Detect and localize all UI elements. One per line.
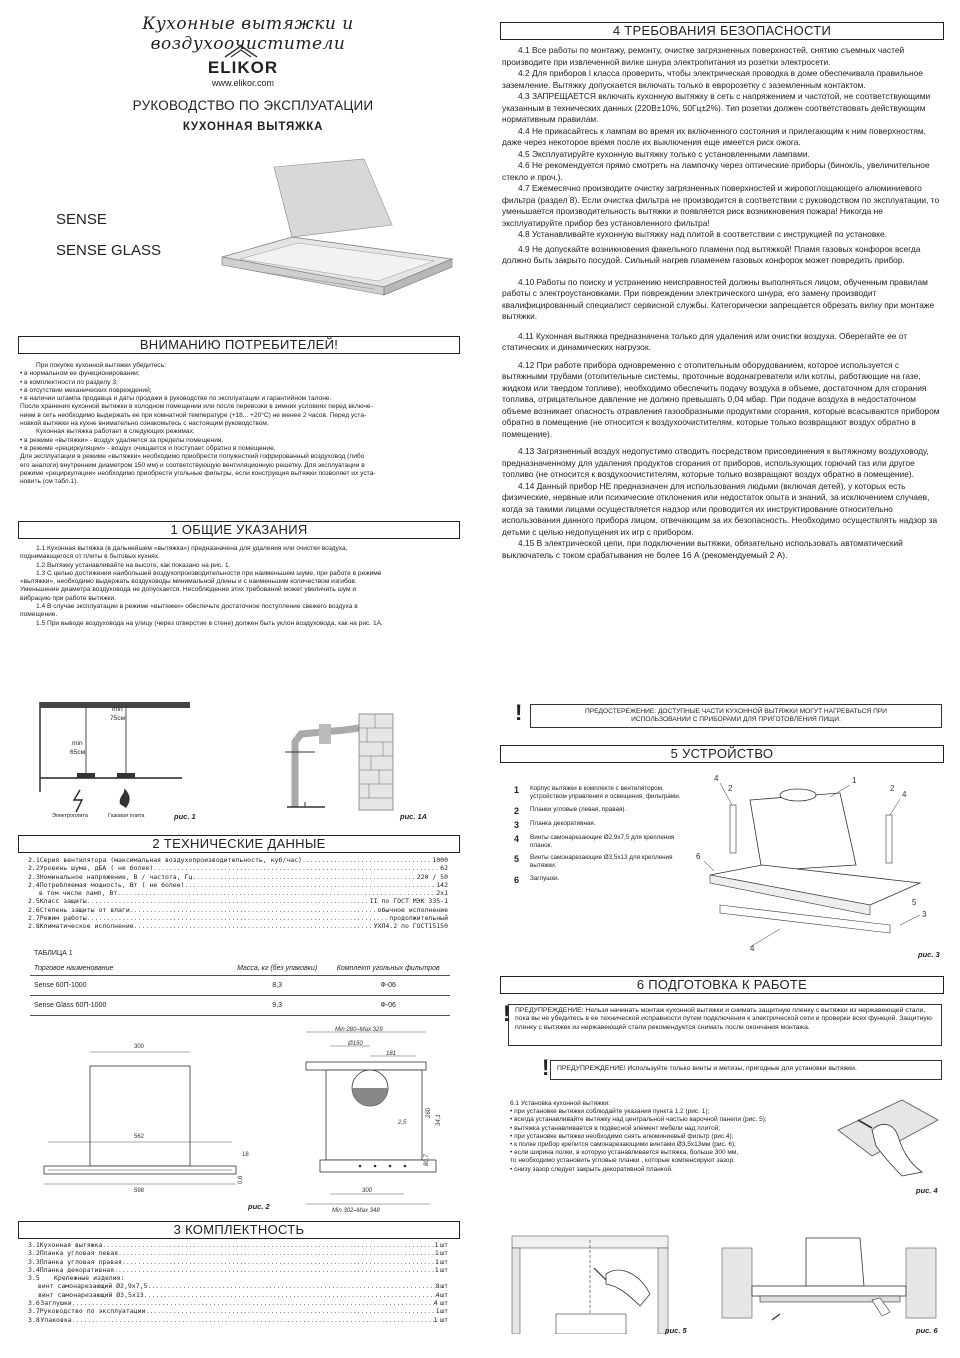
warning-icon: ! — [515, 700, 523, 725]
fig1-min75-value: 75см — [110, 715, 126, 722]
legend-item: 4 Винты самонарезающие Ø2,9х7,5 для крепления планок. — [514, 833, 675, 849]
prep-header: 6 ПОДГОТОВКА К РАБОТЕ — [500, 976, 944, 994]
legend-item: 3 Планка декоративная. — [514, 819, 596, 830]
fig2-dim-25: 2,5 — [398, 1120, 407, 1126]
svg-text:3: 3 — [922, 910, 927, 919]
fig1-caption: рис. 1 — [174, 812, 196, 821]
spec-row: 2.1 Серия вентилятора (максимальная воздухопроизводительность, куб/час) ..... 1000 — [28, 856, 448, 864]
fig2-min-bottom: Min 302–Max 348 — [332, 1208, 380, 1212]
table-1-title: ТАБЛИЦА 1 — [34, 950, 73, 957]
kit-row: 3.2 Планка угловая левая ..... 1 шт — [28, 1249, 448, 1257]
model-sense: SENSE — [56, 211, 107, 228]
fig1-gas-label: Газовая плита — [108, 813, 145, 819]
table-cell: Sense 60П-1000 — [30, 976, 228, 996]
tech-header: 2 ТЕХНИЧЕСКИЕ ДАННЫЕ — [18, 835, 460, 853]
fig1-min75: min — [112, 706, 123, 713]
fig2-dim-300b: 300 — [362, 1188, 373, 1194]
warning-line-1: ПРЕДОСТЕРЕЖЕНИЕ: ДОСТУПНЫЕ ЧАСТИ КУХОННОЙ ВЫТЯЖКИ МОГУТ НАГРЕВАТЬСЯ ПРИ — [585, 708, 887, 715]
table-cell: Ф-06 — [326, 996, 450, 1016]
figure-1 — [22, 700, 222, 822]
tech-spec-list — [28, 856, 448, 931]
kit-row: 3.6 Заглушки ..... 4 шт — [28, 1299, 448, 1307]
fig2-dim-260: 260 — [426, 1107, 432, 1118]
product-name: КУХОННАЯ ВЫТЯЖКА — [182, 121, 324, 133]
header — [18, 10, 458, 270]
install-steps: 6.1 Установка кухонной вытяжки: • при установке вытяжки соблюдайте указания пункта 1.2 (рис. 1); • всегда устанавливайте вытяжку над центральной частью варочной панели (рис. 5); • вытяжка устанавливается в подвесной элемент мебели над плитой; • при установке вытяжки необходимо снять алюминиевый фильтр (рис 4); • к полке прибор крепится самонарезающими винтами Ø3,5х13мм (рис. 6); • если ширина полки, в которую устанавливается вытяжка, больше 300 мм, то необходимо установить угловые планки , которые компенсируют зазор. • снизу зазор следует закрыть декоративной планкой. — [510, 1100, 767, 1173]
table-cell: 9,3 — [228, 996, 326, 1016]
warning-box-hot — [530, 704, 942, 728]
fig4-caption: рис. 4 — [916, 1186, 938, 1195]
warning-screws-text: ПРЕДУПРЕЖДЕНИЕ! Используйте только винты и метизы, пригодные для установки вытяжки. — [557, 1065, 857, 1072]
safety-text: 4.1 Все работы по монтажу, ремонту, очистке загрязненных поверхностей, снятию съемных частей производите при извлеченной вилке шнура электропитания из розетки электросети. 4.2 Для приборов I класса проверить, чтобы электрическая проводка в доме обеспечивала правильное заземление. Вытяжку допускается включать только в евророзетку с заземленным контактом. 4.3 ЗАПРЕЩАЕТСЯ включать кухонную вытяжку в сеть с напряжением и частотой, не соответствующими указанным в технических данных (220В±10%, 50Гц±2%). Тип розетки должен соответствовать действующим нормативным правилам. 4.4 Не прикасайтесь к лампам во время их включенного состояния и прилегающим к ним поверхностям, даже через некоторое время после их выключения еще имеется риск ожога. 4.5 Эксплуатируйте кухонную вытяжку только с установленными лампами. 4.6 Не рекомендуется прямо смотреть на лампочку через оптические приборы (бинокль, увеличительное стекло и проч.). 4.7 Ежемесячно производите очистку загрязненных поверхностей и жиропоглощающего алюминиевого фильтра (раздел 8). Если очистка фильтра не производится в соответствии с руководством по эксплуатации, то уменьшается производительность вытяжки и появляется риск возникновения пожара! Никогда не эксплуатируйте прибор без установленного фильтра! 4.8 Устанавливайте кухонную вытяжку над плитой в соответствии с инструкцией по установке. 4.9 Не допускайте возникновения факельного пламени под вытяжкой! Пламя газовых конфорок всегда должно быть закрыто посудой. Сильный нагрев пламенем газовых конфорок может повредить прибор. 4.10 Работы по поиску и устранению неисправностей должны выполняться лицом, обученным правилам работы с электроустановками. При повреждении электрического шнура, его замену производит квалифицированный специалист сервисной службы. Категорически запрещается обрезать вилку при монтаже вытяжки. 4.11 Кухонная вытяжка предназначена только для удаления или очистки воздуха. Оберегайте ее от статических и динамических нагрузок. 4.12 При работе прибора одновременно с отопительным оборудованием, которое используется с вытяжными трубами (отопительные системы, проточные водонагреватели или котлы, работающие на газе, жидком или твердом топливе), необходимо обеспечить подачу воздуха в объеме, достаточном для сгорания топлива, отрицательное давление не должно превышать 0,04 мбар. При подаче воздуха в недостаточном объеме возникает опасность отравления газообразными продуктами сгорания, которые всасываются прибором обратно в помещение (не относится к воздухоочистителям, которые только возвращают воздух обратно в помещение). 4.13 Загрязненный воздух недопустимо отводить посредством присоединения к вытяжному воздуховоду, предназначенному для удаления продуктов сгорания от приборов, использующих горючий газ или другое топливо (не относится к воздухоочистителям, которые только возвращают воздух обратно в помещение). 4.14 Данный прибор НЕ предназначен для использования людьми (включая детей), у которых есть физические, нервные или психические отклонения или недостаток опыта и знаний, за исключением случаев, когда за такими лицами осуществляется надзор или проводится их инструктирование относительно использования данного прибора лицом, отвечающим за их безопасность. Необходимо осуществлять надзор за детьми с целью недопущения их игр с прибором. 4.15 В электрической цепи, при подключении вытяжки, обязательно использовать автоматический выключатель с током срабатывания не более 16 А (рекомендуемый 2 А). — [502, 45, 940, 560]
svg-text:4: 4 — [750, 944, 755, 953]
kit-row: 3.1 Кухонная вытяжка ..... 1 шт — [28, 1241, 448, 1249]
legend-item: 6 Заглушки. — [514, 874, 560, 885]
general-text: 1.1 Кухонная вытяжка (в дальнейшем «вытяжка») предназначена для удаления или очистки воздуха, поднимающегося от плиты в бытовых кухнях. 1.2 Вытяжку устанавливайте на высоте, как показано на рис. 1. 1.3 С целью достижения наибольшей воздухопроизводительности при наименьшем шуме, при работе в режиме «вытяжки», необходимо выдержать воздуховоды минимальной длины и с наименьшим количеством изгибов. Уменьшение диаметра воздуховода не допускается. Несоблюдение этих требований может увеличить шум и вибрацию при работе вытяжки. 1.4 В случае эксплуатации в режиме «вытяжки» обеспечьте достаточное поступление свежего воздуха в помещение. 1.5 При выводе воздуховода на улицу (через отверстие в стене) должен быть уклон воздуховода, как на рис. 1А. — [20, 545, 383, 627]
fig2-dim-181: 181 — [386, 1051, 397, 1057]
kit-row: винт самонарезающий Ø3,5х13 ..... 4 шт — [28, 1291, 448, 1299]
hood-illustration — [214, 155, 458, 300]
fig1-min65-value: 65см — [70, 749, 86, 756]
table-cell: Sense Glass 60П-1000 — [30, 996, 228, 1016]
fig2-dim-06: 0,6 — [238, 1175, 244, 1184]
table-head-mass: Масса, кг (без упаковки) — [228, 962, 326, 976]
fig1-electric-label: Электроплита — [52, 813, 88, 819]
table-head-filters: Комплект угольных фильтров — [326, 962, 450, 976]
svg-text:2: 2 — [890, 784, 895, 793]
fig2-dim-562: 562 — [134, 1134, 145, 1140]
warning-box-film — [508, 1004, 942, 1046]
kit-header: 3 КОМПЛЕКТНОСТЬ — [18, 1221, 460, 1239]
figure-6 — [720, 1234, 942, 1326]
figure-3-exploded-view — [690, 765, 940, 955]
warning-box-screws — [550, 1060, 942, 1080]
spec-row: 2.8 Климатическое исполнение ..... УХЛ4.2 по ГОСТ15150 — [28, 922, 448, 930]
kit-row: 3.4 Планка декоративная ..... 1 шт — [28, 1266, 448, 1274]
script-title: Кухонные вытяжки и воздухоочистители — [142, 14, 354, 54]
fig3-caption: рис. 3 — [918, 950, 940, 959]
kit-row: 3.7 Руководство по эксплуатации ..... 1 шт — [28, 1307, 448, 1315]
svg-text:1: 1 — [852, 776, 857, 785]
spec-row: 2.4 Потребляемая мощность, Вт ( не более) ..... 142 — [28, 881, 448, 889]
spec-row: 2.2 Уровень шума, дБА ( не более) ..... 62 — [28, 864, 448, 872]
spec-row: 2.6 Степень защиты от влаги ..... обычное исполнение — [28, 906, 448, 914]
brand-logo: ELIKOR — [207, 58, 279, 77]
kit-row: 3.8 Упаковка ..... 1 шт — [28, 1316, 448, 1324]
attention-text: При покупке кухонной вытяжки убедитесь: • в нормальном ее функционировании; • в комплектности по разделу 3; • в отсутствии механических повреждений; • в наличии штампа продавца и даты продажи в руководстве по эксплуатации и гарантийном талоне. После хранения кухонной вытяжки в холодном помещении или после перевозки в зимних условиях перед включе- нием в сеть необходимо выдержать ее при комнатной температуре (+18... +20°С) не менее 2 часов. Перед уста- новкой вытяжки на кухне внимательно ознакомьтесь с настоящим руководством. Кухонная вытяжка работает в следующих режимах: • в режиме «вытяжки» - воздух удаляется за пределы помещения. • в режиме «рециркуляции» - воздух очищается и поступает обратно в помещение. Для эксплуатации в режиме «вытяжки» необходимо приобрести полужесткий гофрированный воздуховод (либо его аналоги) внутренним диаметром 150 мм) и соответствующую вентиляционную решетку. Для эксплуатации в режиме «рециркуляции» необходимо приобрести угольные фильтры, если конструкция вытяжки позволяет их уста- новить (см табл.1). — [20, 362, 376, 486]
warning-icon: ! — [542, 1055, 550, 1080]
warning-film-text: ПРЕДУПРЕЖДЕНИЕ: Нельзя начинать монтаж кухонной вытяжки и снимать защитную пленку с вытяжки из нержавеющей стали, пока вы не убедитесь в ее технической исправности путем подключения к электрической сети и проверки всех функций. Защитную пленку с вытяжек из нержавеющей стали рекомендуется снимать после окончания монтажа. — [515, 1007, 932, 1031]
spec-row: в том числе ламп, Вт ..... 2х1 — [28, 889, 448, 897]
fig5-caption: рис. 5 — [665, 1326, 687, 1335]
fig2-dim-341: 34,1 — [436, 1114, 442, 1126]
table-1 — [30, 962, 450, 1016]
fig1-min65: min — [72, 740, 83, 747]
fig2-caption: рис. 2 — [248, 1202, 270, 1211]
spec-row: 2.3 Номинальное напряжение, В / частота, Гц ..... 220 / 50 — [28, 873, 448, 881]
attention-header: ВНИМАНИЮ ПОТРЕБИТЕЛЕЙ! — [18, 336, 460, 354]
device-header: 5 УСТРОЙСТВО — [500, 745, 944, 763]
svg-text:4: 4 — [714, 774, 719, 783]
warning-icon: ! — [503, 1001, 511, 1026]
figure-5 — [510, 1234, 670, 1334]
table-cell: 8,3 — [228, 976, 326, 996]
svg-text:6: 6 — [696, 852, 701, 861]
device-legend — [514, 785, 684, 889]
kit-row: винт самонарезающий Ø2,9х7,5 ..... 8 шт — [28, 1282, 448, 1290]
general-header: 1 ОБЩИЕ УКАЗАНИЯ — [18, 521, 460, 539]
spec-row: 2.7 Режим работы ..... продолжительный — [28, 914, 448, 922]
spec-row: 2.5 Класс защиты ..... II по ГОСТ МЭК 335-1 — [28, 897, 448, 905]
fig6-caption: рис. 6 — [916, 1326, 938, 1335]
legend-item: 1 Корпус вытяжки в комплекте с вентилятором, устройством управления и освещения, фильтрами. — [514, 785, 681, 801]
fig1a-caption: рис. 1А — [400, 812, 428, 821]
model-sense-glass: SENSE GLASS — [56, 242, 162, 259]
figure-2 — [30, 1026, 450, 1212]
safety-header: 4 ТРЕБОВАНИЯ БЕЗОПАСНОСТИ — [500, 22, 944, 40]
table-head-name: Торговое наименование — [30, 962, 228, 976]
svg-text:2: 2 — [728, 784, 733, 793]
doc-type: РУКОВОДСТВО ПО ЭКСПЛУАТАЦИИ — [132, 98, 374, 113]
warning-line-2: ИСПОЛЬЗОВАНИИ С ПРИБОРАМИ ДЛЯ ПРИГОТОВЛЕНИЯ ПИЩИ. — [631, 716, 841, 724]
fig2-dim-807: 80,7 — [424, 1154, 430, 1166]
brand-site: www.elikor.com — [211, 78, 274, 88]
fig2-diameter: Ø150 — [348, 1041, 363, 1047]
svg-text:4: 4 — [902, 790, 907, 799]
kit-row: 3.5 Крепежные изделия: — [28, 1274, 125, 1283]
fig2-dim-598: 598 — [134, 1188, 145, 1194]
figure-4 — [832, 1090, 942, 1180]
svg-text:5: 5 — [912, 898, 917, 907]
fig2-min-top: Min 280–Max 329 — [335, 1027, 383, 1033]
fig2-dim-18: 18 — [242, 1152, 249, 1158]
kit-row: 3.3 Планка угловая правая ..... 1 шт — [28, 1258, 448, 1266]
table-cell: Ф-06 — [326, 976, 450, 996]
legend-item: 2 Планки угловые (левая, правая). — [514, 805, 627, 816]
fig2-dim-300: 300 — [134, 1044, 145, 1050]
figure-1a — [275, 712, 435, 822]
legend-item: 5 Винты самонарезающие Ø3,5х13 для крепления вытяжки. — [514, 854, 673, 870]
kit-list — [28, 1241, 448, 1324]
